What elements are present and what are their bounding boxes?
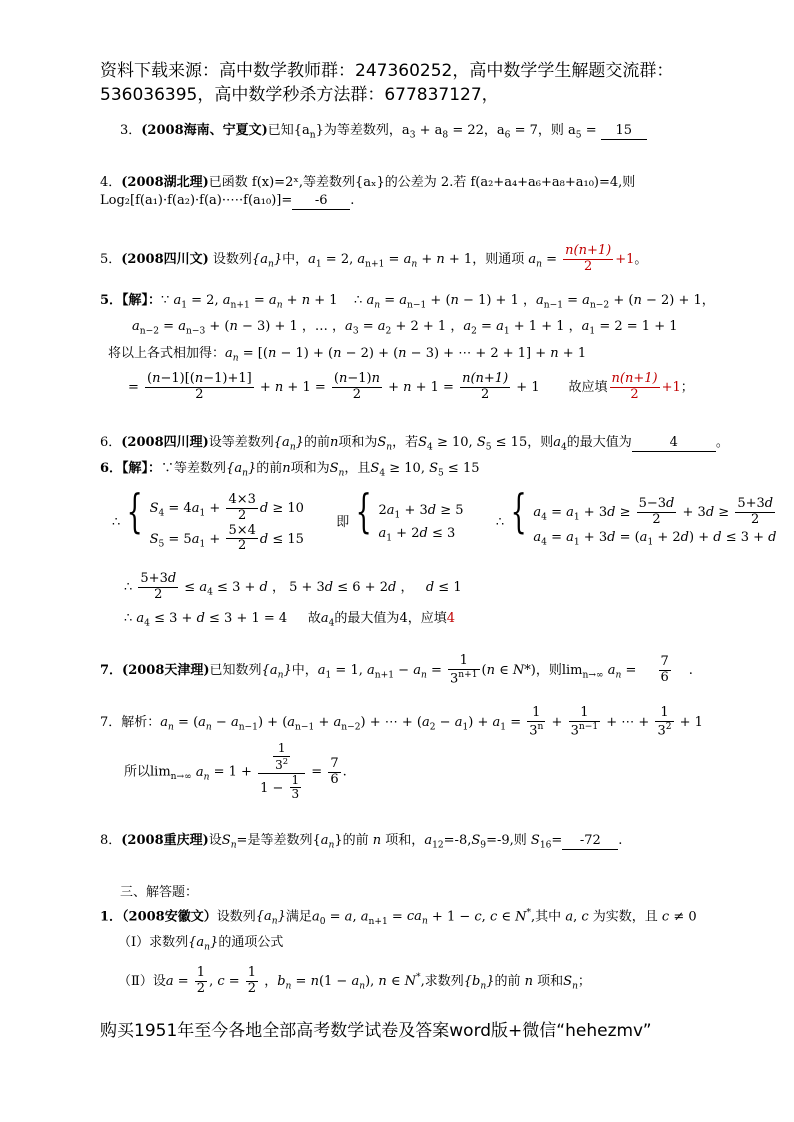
header-line-1: 资料下载来源：高中数学教师群：247360252，高中数学学生解题交流群：: [100, 61, 674, 81]
solution-7-line-2: 所以$\lim_{n\to\infty} a_n = 1$ + $\frac{1}{3^2}$ 1 − $\frac{1}{3}$ = $\frac{7}{6}$ .: [124, 741, 347, 802]
solution-6-line-1: 6．【解】：∵等差数列$\{a_n\}$的前n项和为$S_n$，且$S_4 \ge 10$, $S_5 \le 15$: [100, 461, 480, 479]
solution-5-line-3: 将以上各式相加得：$a_n = [(n - 1) + (n - 2) + (n - 3)$ + ⋯ + 2 + 1] + n + 1: [108, 346, 587, 364]
problem-5: 5．(2008四川文) 设数列$\{a_n\}$中，$a_1 = 2$, $a_{n+1} = a_n + n + 1$，则通项 $a_n$ = $\frac{n(n+1)}{2}$ +1。: [100, 243, 648, 274]
problem-7: 7．(2008天津理)已知数列$\{a_n\}$中，$a_1 = 1$, $a_{n+1} - a_n$ = $\frac{1}{3^{n+1}}$ (n ∈ N*)，则$\lim_{n\to\infty} a_n$ = $\frac{7}{6}$ .: [100, 653, 693, 687]
solution-5-line-1: 5．【解】：∵ $a_1 = 2$, $a_{n+1} = a_n + n + 1$ ∴ $a_n = a_{n-1} + (n - 1) + 1$ ，$a_{n-1} = a_{n-2} + (n - 2) + 1$，: [100, 293, 715, 311]
answer-blank-4: -6: [292, 194, 350, 210]
question-1-part-2: （Ⅱ）设a = $\frac{1}{2}$ , c = $\frac{1}{2}$ ，$b_n = n(1 - a_n)$, n ∈ N*,求数列$\{b_n\}$的前 n 项和$S_n$；: [118, 965, 591, 996]
question-1: 1．（2008安徽文）设数列$\{a_n\}$满足$a_0 = a$, $a_{n+1} = ca_n + 1 - c$, c ∈ N*,其中 a, c 为实数，且 c ≠ 0: [100, 908, 697, 927]
answer-blank-6: 4: [632, 436, 716, 452]
problem-6: 6．(2008四川理)设等差数列$\{a_n\}$的前n项和为$S_n$，若$S_4 \ge 10$, $S_5 \le 15$，则$a_4$的最大值为 4 。: [100, 435, 729, 453]
question-1-part-1: （Ⅰ）求数列$\{a_n\}$的通项公式: [118, 935, 284, 953]
header-line-2: 536036395，高中数学秒杀方法群：677837127，: [100, 85, 499, 105]
section-title: 三、解答题：: [120, 885, 199, 900]
solution-7-line-1: 7．解析：$a_n = (a_n - a_{n-1}) + (a_{n-1} + a_{n-2})$ + ⋯ + $(a_2 - a_1) + a_1$ = $\frac{1}{3^n}$ + $\frac{1}{3^{n-1}}$ + ⋯ + $\frac{1}{3^2}$ + 1: [100, 705, 703, 739]
solution-5-line-4: = $\frac{(n-1)[(n-1)+1]}{2}$ + n + 1 = $\frac{(n-1)n}{2}$ + n + 1 = $\frac{n(n+1)}{2}$ + 1 故应填 $\frac{n(n+1)}{2}$ +1；: [128, 371, 694, 402]
solution-6-line-3: ∴ $\frac{5+3d}{2}$ ≤ $a_4 \le 3 + d$ ， 5 + 3d ≤ 6 + 2d ， d ≤ 1: [124, 571, 462, 602]
solution-5-line-2: $a_{n-2} = a_{n-3} + (n - 3) + 1$ ，… ，$a_3 = a_2 + 2 + 1$ ，$a_2 = a_1 + 1 + 1$ ，$a_1 = 2 = 1 + 1$: [132, 319, 678, 337]
problem-8: 8．(2008重庆理)设$S_n=$是等差数列$\{a_n\}$的前 n 项和，$a_{12}=-8,S_9=-9$,则 $S_{16}= -72$ .: [100, 833, 623, 851]
problem-3: 3．(2008海南、宁夏文)已知$\{a_n\}$为等差数列，$a_3 + a_8 = 22$，$a_6 = 7$，则 $a_5 = 15$: [120, 124, 647, 141]
answer-blank-8: -72: [562, 834, 618, 850]
problem-4-line-2: Log₂[f(a₁)·f(a₂)·f(a)·⋯·f(a₁₀)]= -6 .: [100, 193, 355, 208]
solution-6-line-4: ∴ $a_4 \le 3 + d \le 3 + 1 = 4$ 故$a_4$的最大值为4，应填4: [124, 611, 456, 629]
problem-4: 4．(2008湖北理)已函数 f(x)=2ˣ,等差数列{aₓ}的公差为 2.若 f(a₂+a₄+a₆+a₈+a₁₀)=4,则: [100, 175, 636, 190]
solution-6-system: ∴ { $S_4 = 4a_1$ + $\frac{4\times 3}{2}$ d ≥ 10 $S_5 = 5a_1$ + $\frac{5\times 4}{2}$ d ≤ 15 即 { $2a_1 + 3d \ge 5$ $a_1 + 2d \le 3$ ∴ { $a_4 = a_1 + 3d$ ≥ $\frac{5-3d}{2}$ + 3d ≥ $\frac{5+3d}{2}$ $a_4 = a_1 + 3d = (a_1 + 2d) + d \le 3 + d$: [112, 484, 777, 554]
answer-5: $\frac{n(n+1)}{2}$ +1: [565, 243, 635, 274]
answer-blank-3: 15: [601, 124, 647, 140]
footer-ad: 购买1951年至今各地全部高考数学试卷及答案word版+微信“hehezmv”: [100, 1021, 652, 1041]
